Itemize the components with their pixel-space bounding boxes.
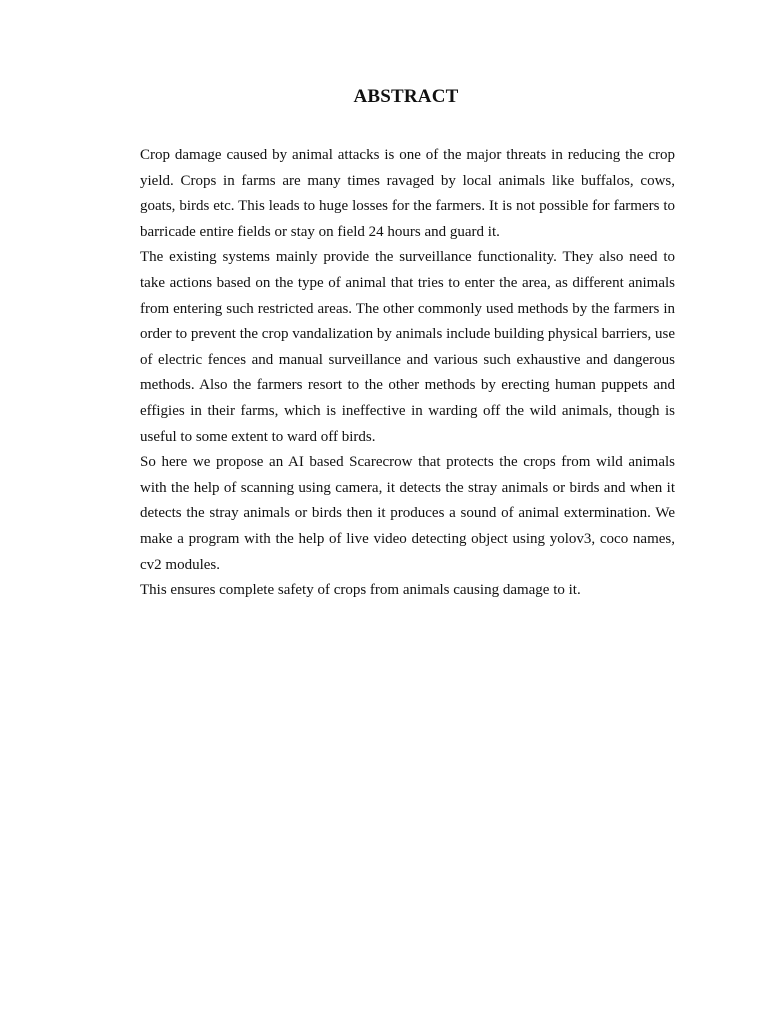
abstract-paragraph: Crop damage caused by animal attacks is one of the major threats in reducing the crop yield. Crops in farms are many times ravaged by local animals like buffalos, cows, goats, birds etc. This leads to huge losses for the farmers. It is not possible for farmers to barricade entire fields or stay on field 24 hours and guard it. <box>140 147 675 240</box>
abstract-body <box>140 143 675 604</box>
abstract-paragraph: So here we propose an AI based Scarecrow that protects the crops from wild animals with the help of scanning using camera, it detects the stray animals or birds and when it detects the stray animals or birds then it produces a sound of animal extermination. We make a program with the help of live video detecting object using yolov3, coco names, cv2 modules. <box>140 454 675 573</box>
abstract-paragraph: This ensures complete safety of crops from animals causing damage to it. <box>140 582 581 599</box>
page-title: ABSTRACT <box>353 86 459 107</box>
abstract-paragraph: The existing systems mainly provide the surveillance functionality. They also need to take actions based on the type of animal that tries to enter the area, as different animals from entering such restricted areas. The other commonly used methods by the farmers in order to prevent the crop vandalization by animals include building physical barriers, use of electric fences and manual surveillance and various such exhaustive and dangerous methods. Also the farmers resort to the other methods by erecting human puppets and effigies in their farms, which is ineffective in warding off the wild animals, though is useful to some extent to ward off birds. <box>140 249 675 445</box>
